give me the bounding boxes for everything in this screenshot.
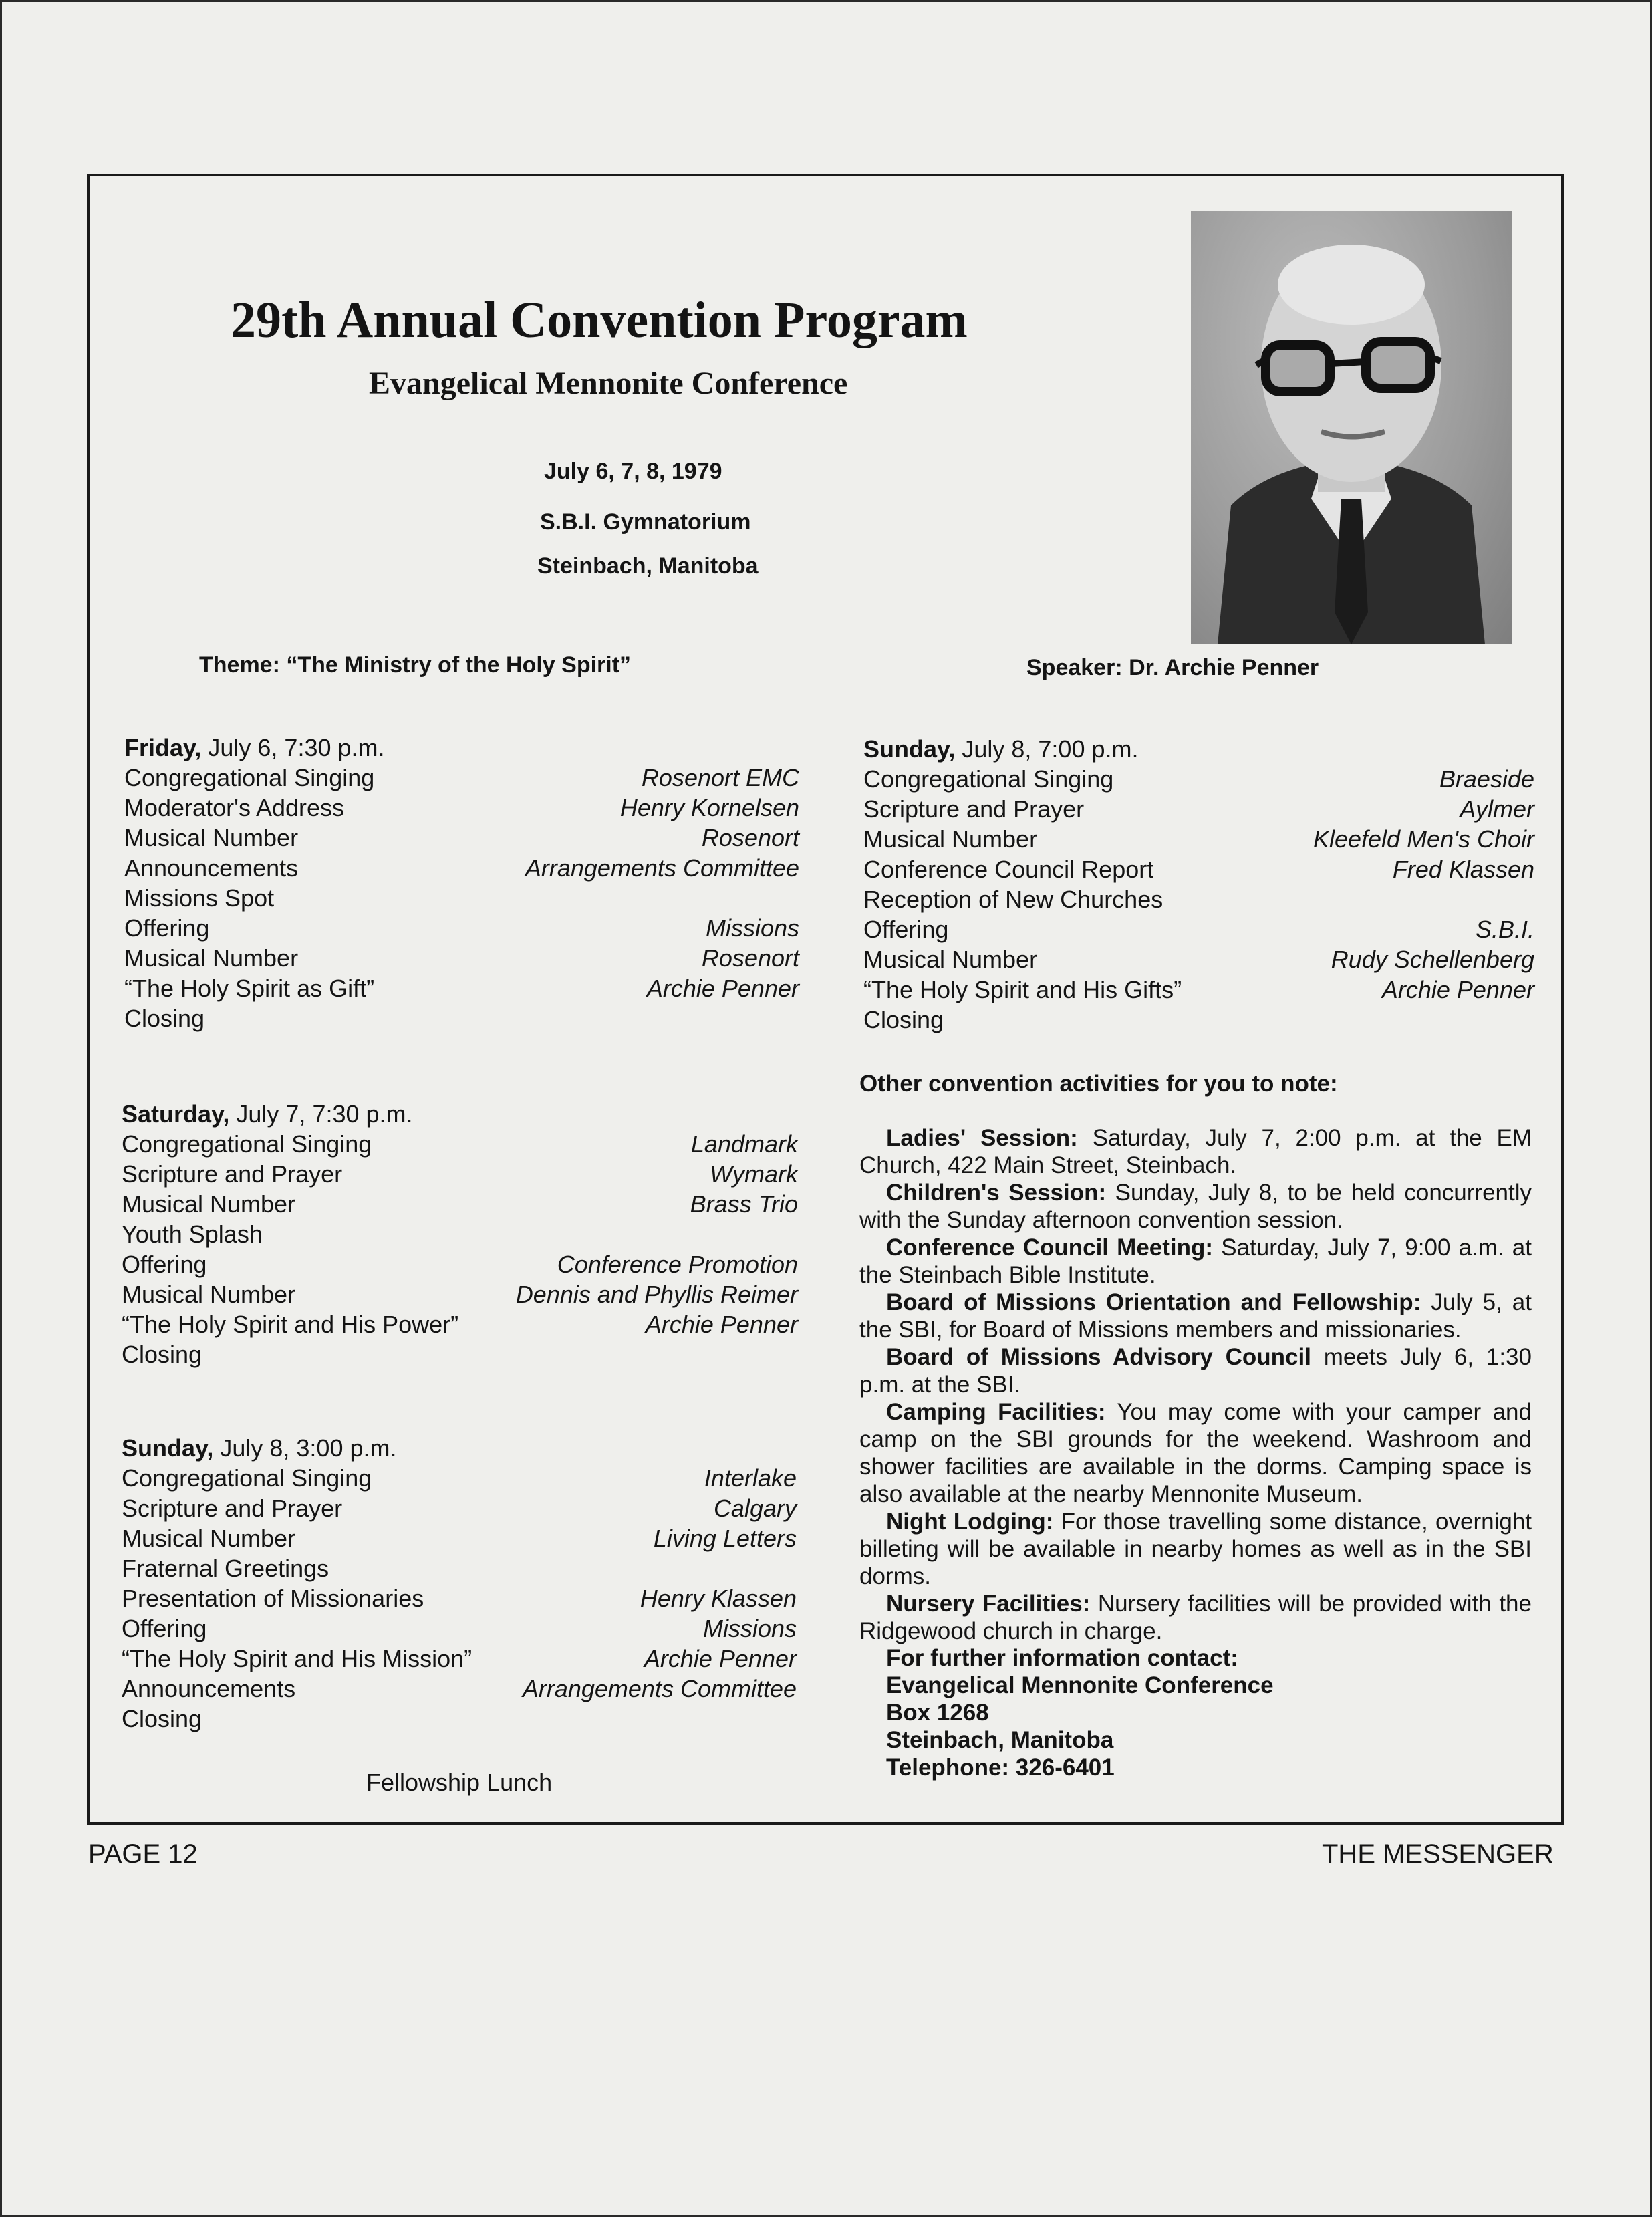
page-subtitle: Evangelical Mennonite Conference bbox=[369, 366, 848, 401]
event-venue: S.B.I. Gymnatorium bbox=[540, 509, 751, 535]
activity-text: Nursery facilities will be provided with the Ridgewood church in charge. bbox=[859, 1591, 1532, 1644]
program-row bbox=[124, 883, 799, 913]
activity-label: Board of Missions Orientation and Fellowship: bbox=[886, 1289, 1421, 1315]
program-item: Conference Council Report bbox=[863, 856, 1154, 883]
program-item: Offering bbox=[863, 916, 949, 943]
program-presenter: Rudy Schellenberg bbox=[1331, 946, 1534, 973]
program-item: Scripture and Prayer bbox=[122, 1494, 343, 1522]
program-presenter: Rosenort bbox=[701, 824, 799, 852]
program-row bbox=[122, 1189, 798, 1219]
page-title: 29th Annual Convention Program bbox=[231, 292, 968, 348]
activity-note bbox=[859, 1398, 1532, 1508]
program-item: “The Holy Spirit and His Mission” bbox=[122, 1645, 472, 1672]
activity-text: Saturday, July 7, 2:00 p.m. at the EM Church, 422 Main Street, Steinbach. bbox=[859, 1125, 1532, 1178]
portrait-photo-icon bbox=[1191, 211, 1512, 644]
program-presenter: Archie Penner bbox=[1381, 976, 1534, 1003]
contact-line: Steinbach, Manitoba bbox=[886, 1727, 1114, 1753]
saturday-day: Saturday, bbox=[122, 1100, 230, 1128]
program-row bbox=[122, 1129, 798, 1159]
program-row bbox=[122, 1644, 797, 1674]
program-presenter: Conference Promotion bbox=[557, 1251, 798, 1278]
program-item: Youth Splash bbox=[122, 1220, 263, 1248]
program-presenter: Missions bbox=[702, 1615, 797, 1642]
program-row bbox=[124, 823, 799, 853]
program-row bbox=[863, 914, 1534, 944]
program-presenter: Arrangements Committee bbox=[522, 1675, 797, 1702]
program-row bbox=[124, 913, 799, 943]
program-row bbox=[124, 763, 799, 793]
program-presenter: Henry Kornelsen bbox=[620, 794, 799, 821]
program-row bbox=[122, 1674, 797, 1704]
program-item: Scripture and Prayer bbox=[863, 795, 1085, 823]
saturday-time: July 7, 7:30 p.m. bbox=[229, 1100, 413, 1128]
friday-time: July 6, 7:30 p.m. bbox=[201, 734, 385, 761]
contact-line: Telephone: 326-6401 bbox=[886, 1754, 1115, 1781]
program-item: Musical Number bbox=[122, 1525, 296, 1552]
program-row bbox=[863, 974, 1534, 1005]
program-row bbox=[863, 1005, 1534, 1035]
program-item: “The Holy Spirit and His Power” bbox=[122, 1311, 459, 1338]
contact-line: For further information contact: bbox=[886, 1645, 1238, 1671]
contact-line: Evangelical Mennonite Conference bbox=[886, 1672, 1274, 1698]
program-presenter: Missions bbox=[705, 914, 799, 942]
program-row bbox=[122, 1493, 797, 1523]
activity-text: Sunday, July 8, to be held concurrently with the Sunday afternoon convention session. bbox=[859, 1180, 1532, 1233]
program-presenter: Archie Penner bbox=[645, 1311, 798, 1338]
program-presenter: Living Letters bbox=[653, 1525, 797, 1552]
program-item: Congregational Singing bbox=[122, 1130, 372, 1158]
program-item: Musical Number bbox=[863, 825, 1038, 853]
activity-text: meets July 6, 1:30 p.m. at the SBI. bbox=[859, 1344, 1532, 1398]
event-dates: July 6, 7, 8, 1979 bbox=[544, 459, 722, 484]
saturday-program bbox=[122, 1099, 798, 1370]
program-presenter: Rosenort bbox=[701, 944, 799, 972]
program-item: Musical Number bbox=[122, 1281, 296, 1308]
activity-note bbox=[859, 1343, 1532, 1398]
program-presenter: Interlake bbox=[704, 1464, 797, 1492]
friday-day: Friday, bbox=[124, 734, 202, 761]
program-item: Closing bbox=[122, 1705, 202, 1732]
program-presenter: Arrangements Committee bbox=[525, 854, 799, 882]
activity-label: Conference Council Meeting: bbox=[886, 1234, 1214, 1261]
activity-label: Camping Facilities: bbox=[886, 1399, 1106, 1425]
program-row bbox=[122, 1339, 798, 1370]
program-presenter: Archie Penner bbox=[646, 974, 799, 1002]
saturday-heading bbox=[122, 1099, 798, 1129]
program-item: Announcements bbox=[124, 854, 299, 882]
program-item: Congregational Singing bbox=[122, 1464, 372, 1492]
program-presenter: Wymark bbox=[710, 1160, 798, 1188]
program-item: Musical Number bbox=[863, 946, 1038, 973]
program-presenter: Fred Klassen bbox=[1392, 856, 1534, 883]
program-presenter: Braeside bbox=[1439, 765, 1534, 793]
program-presenter: Kleefeld Men's Choir bbox=[1313, 825, 1534, 853]
program-item: Announcements bbox=[122, 1675, 296, 1702]
program-row bbox=[122, 1583, 797, 1613]
program-row bbox=[124, 943, 799, 973]
activity-text: You may come with your camper and camp on the SBI grounds for the weekend. Washroom and shower facilities are available in the dorms. Camping space is also available at the nearby Mennonite Museum. bbox=[859, 1399, 1532, 1507]
sunday-afternoon-heading bbox=[122, 1433, 797, 1463]
event-location: Steinbach, Manitoba bbox=[537, 553, 759, 579]
program-presenter: Landmark bbox=[690, 1130, 798, 1158]
program-row bbox=[124, 793, 799, 823]
contact-block bbox=[886, 1644, 1274, 1781]
program-item: Missions Spot bbox=[124, 884, 275, 912]
sunday-evening-heading bbox=[863, 734, 1534, 764]
program-row bbox=[863, 794, 1534, 824]
program-row bbox=[863, 824, 1534, 854]
sunday-evening-program bbox=[863, 734, 1534, 1035]
page-number: PAGE 12 bbox=[88, 1839, 198, 1869]
program-item: Closing bbox=[863, 1006, 944, 1033]
program-item: “The Holy Spirit and His Gifts” bbox=[863, 976, 1182, 1003]
sunday-afternoon-time: July 8, 3:00 p.m. bbox=[213, 1434, 397, 1462]
program-item: Musical Number bbox=[124, 944, 299, 972]
program-row bbox=[863, 884, 1534, 914]
program-item: Musical Number bbox=[122, 1190, 296, 1218]
sunday-afternoon-day: Sunday, bbox=[122, 1434, 214, 1462]
theme-line: Theme: “The Ministry of the Holy Spirit” bbox=[199, 652, 632, 678]
program-presenter: Dennis and Phyllis Reimer bbox=[515, 1281, 798, 1308]
activity-note bbox=[859, 1124, 1532, 1179]
program-row bbox=[122, 1219, 798, 1249]
activity-label: Night Lodging: bbox=[886, 1509, 1054, 1535]
activity-label: Ladies' Session: bbox=[886, 1125, 1078, 1151]
sunday-evening-time: July 8, 7:00 p.m. bbox=[955, 735, 1139, 763]
activity-note bbox=[859, 1289, 1532, 1343]
activity-text: For those travelling some distance, overnight billeting will be available in nearby homes as well as in the SBI dorms. bbox=[859, 1509, 1532, 1589]
sunday-afternoon-program bbox=[122, 1433, 797, 1734]
activity-note bbox=[859, 1234, 1532, 1289]
program-row bbox=[122, 1523, 797, 1553]
program-row bbox=[122, 1309, 798, 1339]
activity-label: Nursery Facilities: bbox=[886, 1591, 1091, 1617]
program-item: Closing bbox=[122, 1341, 202, 1368]
program-presenter: Henry Klassen bbox=[640, 1585, 797, 1612]
activities-list bbox=[859, 1124, 1532, 1645]
program-item: Offering bbox=[124, 914, 210, 942]
program-row bbox=[122, 1553, 797, 1583]
friday-program bbox=[124, 733, 799, 1033]
program-item: Moderator's Address bbox=[124, 794, 345, 821]
friday-heading bbox=[124, 733, 799, 763]
program-item: Reception of New Churches bbox=[863, 886, 1163, 913]
program-item: Closing bbox=[124, 1005, 205, 1032]
program-presenter: S.B.I. bbox=[1475, 916, 1534, 943]
speaker-line: Speaker: Dr. Archie Penner bbox=[1026, 655, 1319, 680]
sunday-evening-day: Sunday, bbox=[863, 735, 956, 763]
speaker-portrait bbox=[1191, 211, 1512, 644]
activities-heading: Other convention activities for you to note: bbox=[859, 1071, 1338, 1097]
program-item: Fraternal Greetings bbox=[122, 1555, 329, 1582]
program-row bbox=[122, 1463, 797, 1493]
program-item: Congregational Singing bbox=[124, 764, 375, 791]
contact-line: Box 1268 bbox=[886, 1700, 989, 1726]
program-row bbox=[124, 853, 799, 883]
program-item: Offering bbox=[122, 1251, 207, 1278]
program-item: Presentation of Missionaries bbox=[122, 1585, 424, 1612]
fellowship-lunch: Fellowship Lunch bbox=[366, 1769, 553, 1796]
activity-text: Saturday, July 7, 9:00 a.m. at the Steinbach Bible Institute. bbox=[859, 1234, 1532, 1288]
activity-label: Children's Session: bbox=[886, 1180, 1107, 1206]
program-row bbox=[122, 1704, 797, 1734]
program-row bbox=[122, 1159, 798, 1189]
program-row bbox=[122, 1279, 798, 1309]
program-presenter: Archie Penner bbox=[644, 1645, 797, 1672]
program-row bbox=[124, 973, 799, 1003]
activity-note bbox=[859, 1590, 1532, 1645]
program-presenter: Brass Trio bbox=[690, 1190, 798, 1218]
activity-text: July 5, at the SBI, for Board of Missions members and missionaries. bbox=[859, 1289, 1532, 1343]
program-item: Scripture and Prayer bbox=[122, 1160, 343, 1188]
program-item: Congregational Singing bbox=[863, 765, 1114, 793]
program-item: Musical Number bbox=[124, 824, 299, 852]
program-row bbox=[863, 854, 1534, 884]
activity-note bbox=[859, 1179, 1532, 1234]
program-row bbox=[863, 764, 1534, 794]
publication-name: THE MESSENGER bbox=[1322, 1839, 1554, 1869]
activity-label: Board of Missions Advisory Council bbox=[886, 1344, 1311, 1370]
program-row bbox=[124, 1003, 799, 1033]
program-row bbox=[122, 1249, 798, 1279]
program-item: Offering bbox=[122, 1615, 207, 1642]
program-item: “The Holy Spirit as Gift” bbox=[124, 974, 375, 1002]
activity-note bbox=[859, 1508, 1532, 1590]
program-presenter: Aylmer bbox=[1460, 795, 1534, 823]
program-presenter: Rosenort EMC bbox=[641, 764, 799, 791]
program-presenter: Calgary bbox=[713, 1494, 797, 1522]
program-row bbox=[122, 1613, 797, 1644]
program-row bbox=[863, 944, 1534, 974]
